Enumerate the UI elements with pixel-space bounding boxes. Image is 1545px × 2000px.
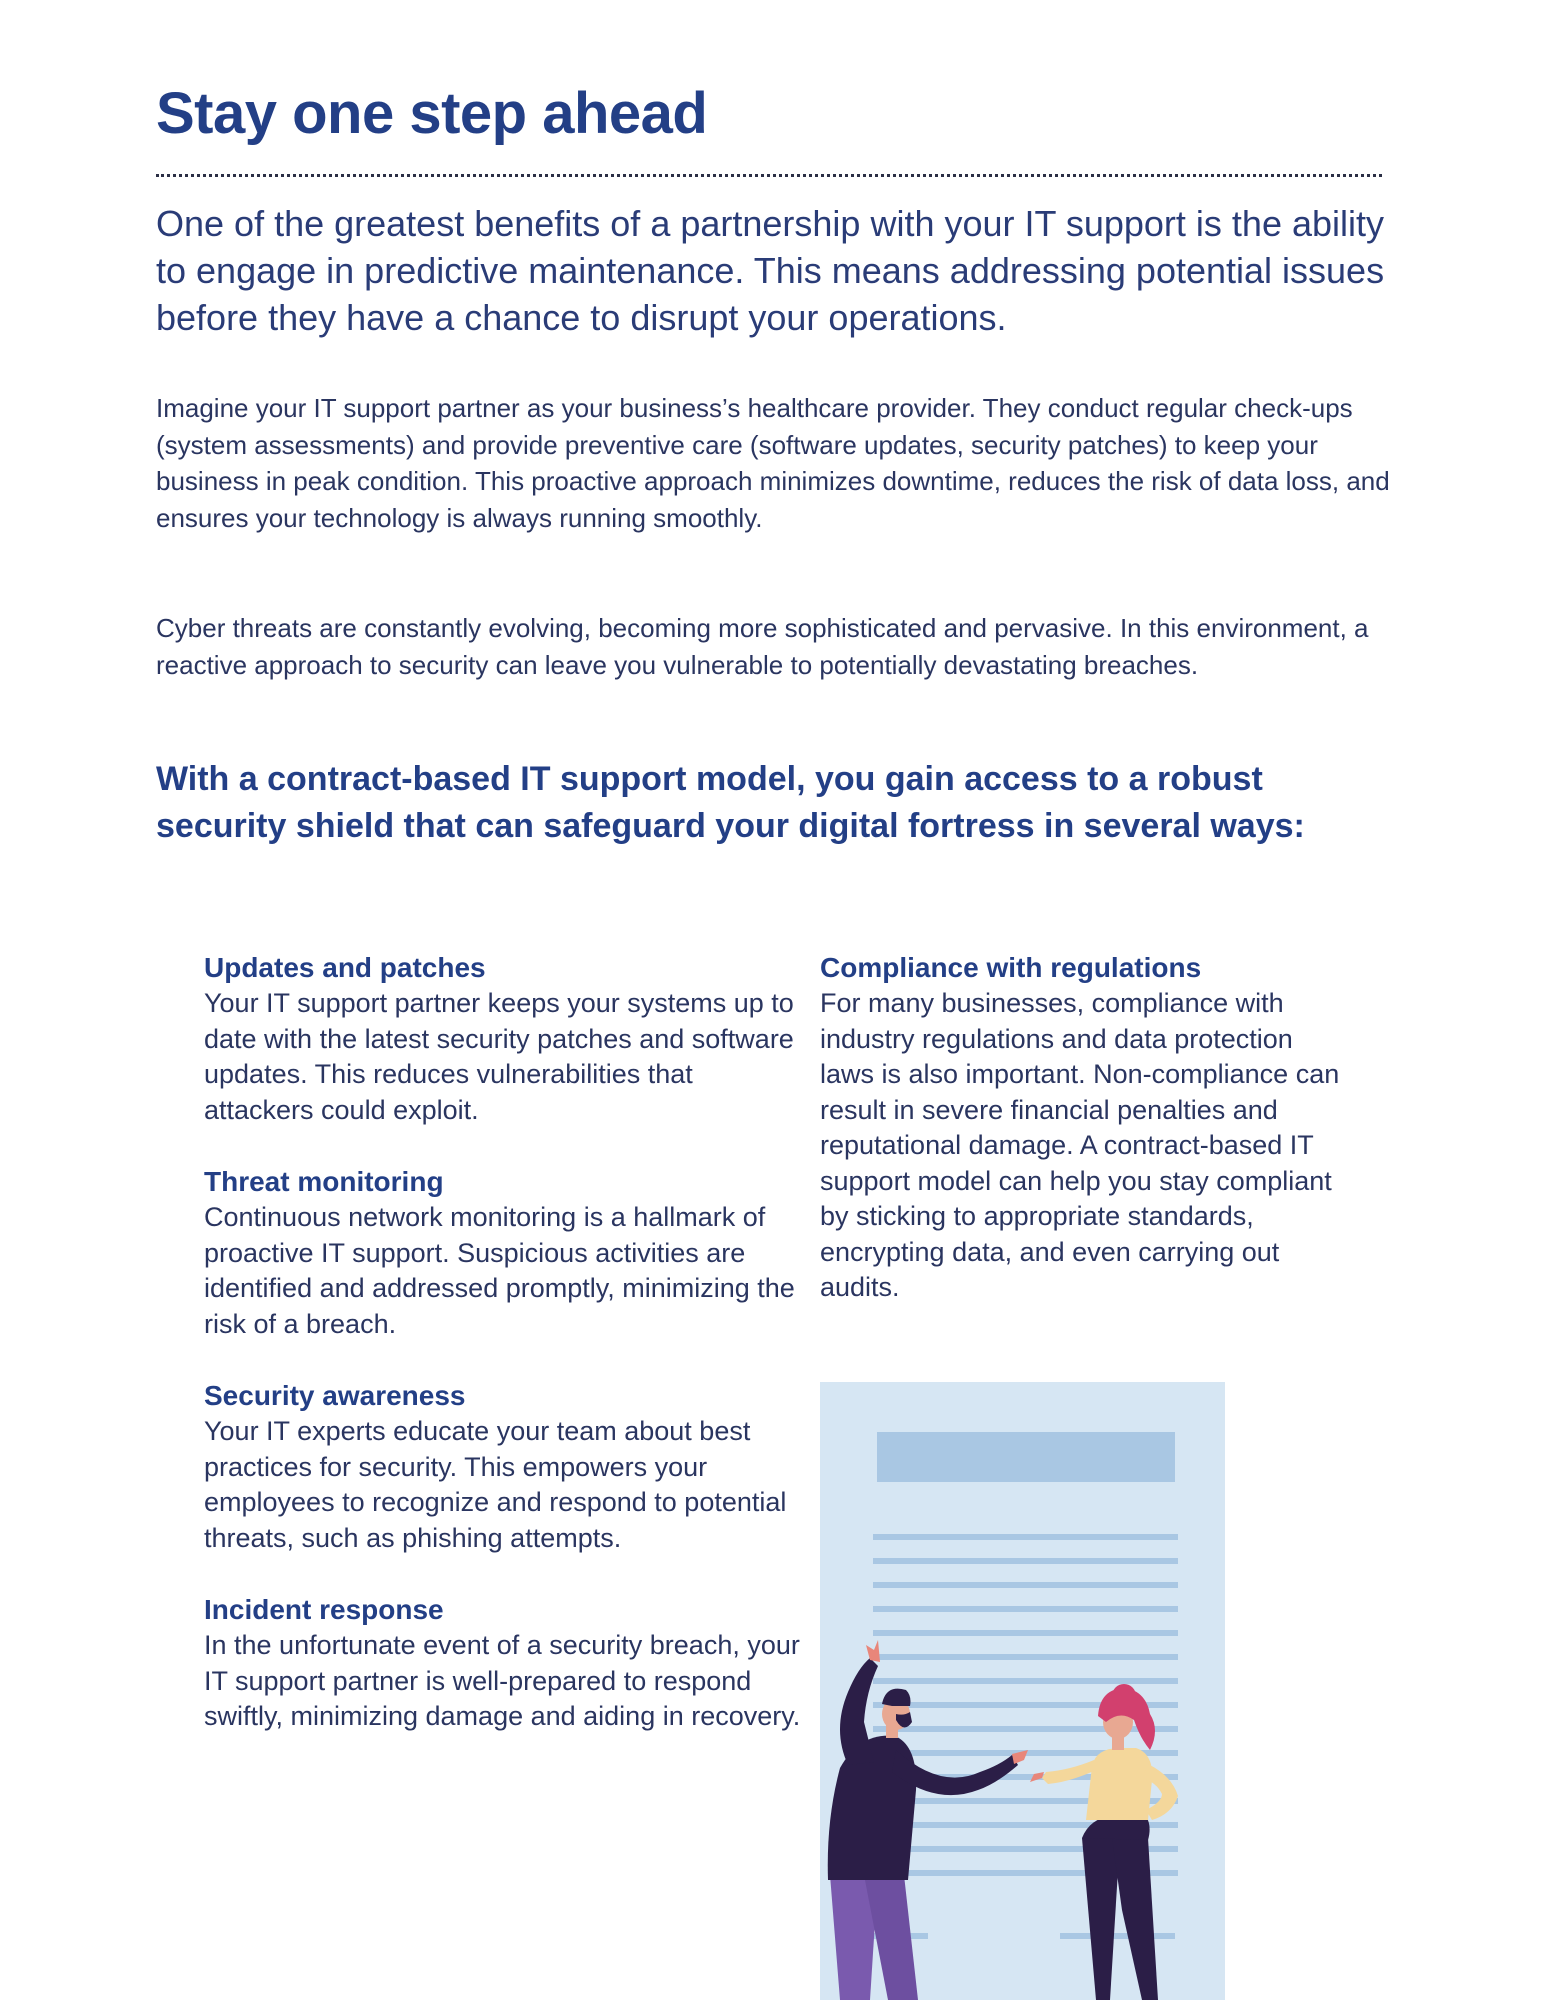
item-heading: Incident response bbox=[204, 1594, 444, 1625]
page-title: Stay one step ahead bbox=[156, 81, 708, 146]
item-body: Your IT support partner keeps your systems up to date with the latest security patches and software updates. This reduces vulnerabilities that attackers could exploit. bbox=[204, 988, 794, 1125]
document-title-bar bbox=[877, 1432, 1175, 1482]
item-threat-monitoring bbox=[204, 1164, 804, 1342]
lead-paragraph: One of the greatest benefits of a partnership with your IT support is the ability to engage in predictive maintenance. This means addressing potential issues before they have a chance to disrupt your operations. bbox=[156, 203, 1385, 338]
left-column bbox=[204, 950, 804, 1771]
item-body: For many businesses, compliance with industry regulations and data protection laws is also important. Non-compliance can result in severe financial penalties and reputational damage. A contract-based IT support model can help you stay compliant by sticking to appropriate standards, encrypting data, and even carrying out audits. bbox=[820, 988, 1340, 1302]
item-compliance bbox=[820, 950, 1340, 1306]
item-heading: Threat monitoring bbox=[204, 1166, 444, 1197]
item-security-awareness bbox=[204, 1378, 804, 1556]
item-updates-and-patches bbox=[204, 950, 804, 1128]
body-paragraph-healthcare: Imagine your IT support partner as your business’s healthcare provider. They conduct regular check-ups (system assessments) and provide preventive care (software updates, security patches) to keep your business in peak condition. This proactive approach minimizes downtime, reduces the risk of data loss, and ensures your technology is always running smoothly. bbox=[156, 393, 1390, 533]
item-body: In the unfortunate event of a security breach, your IT support partner is well-prepared to respond swiftly, minimizing damage and aiding in recovery. bbox=[204, 1630, 801, 1731]
section-subheading: With a contract-based IT support model, you gain access to a robust security shield that can safeguard your digital fortress in several ways: bbox=[156, 760, 1305, 845]
item-heading: Compliance with regulations bbox=[820, 952, 1202, 983]
body-paragraph-cyber-threats: Cyber threats are constantly evolving, becoming more sophisticated and pervasive. In this environment, a reactive approach to security can leave you vulnerable to potentially devastating breaches. bbox=[156, 613, 1369, 680]
item-incident-response bbox=[204, 1592, 804, 1735]
right-column bbox=[820, 950, 1340, 1342]
two-people-reviewing-document-illustration bbox=[800, 1370, 1300, 2000]
dotted-divider bbox=[156, 174, 1382, 177]
item-body: Your IT experts educate your team about best practices for security. This empowers your employees to recognize and respond to potential threats, such as phishing attempts. bbox=[204, 1416, 787, 1553]
item-heading: Security awareness bbox=[204, 1380, 466, 1411]
item-heading: Updates and patches bbox=[204, 952, 486, 983]
item-body: Continuous network monitoring is a hallmark of proactive IT support. Suspicious activities are identified and addressed promptly, minimizing the risk of a breach. bbox=[204, 1202, 795, 1339]
